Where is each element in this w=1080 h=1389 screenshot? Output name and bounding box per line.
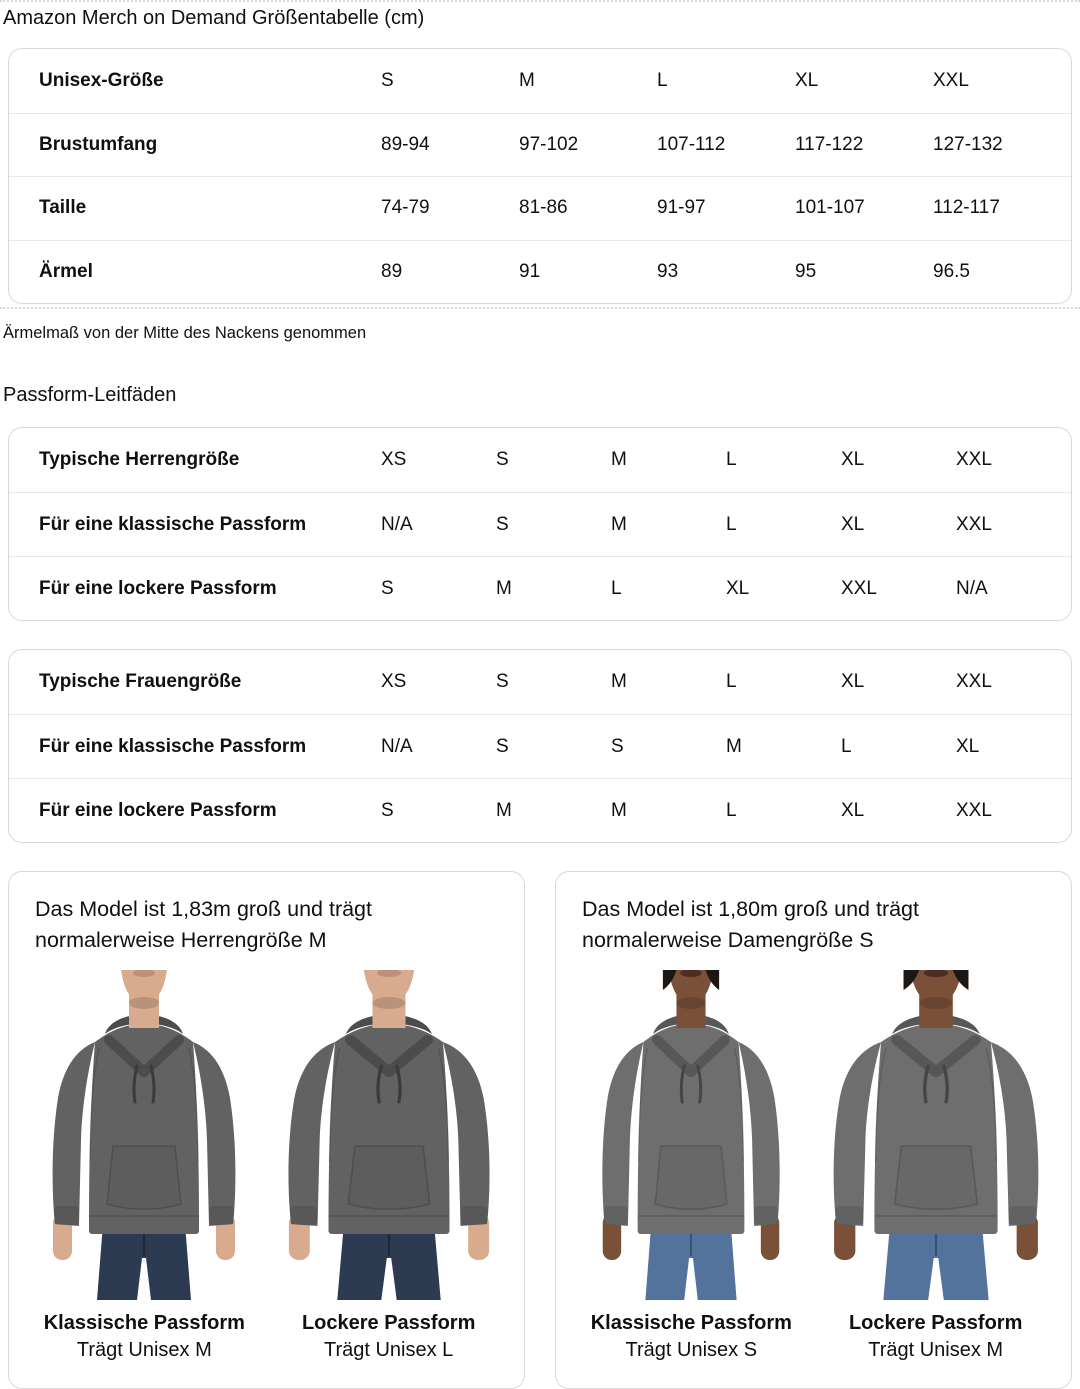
photo-caption bbox=[302, 1310, 475, 1364]
size-value-cell: S bbox=[611, 735, 624, 757]
size-value-cell: XL bbox=[841, 449, 865, 470]
size-value-cell: S bbox=[496, 513, 509, 535]
size-col-header: XL bbox=[795, 69, 819, 91]
size-value-cell: M bbox=[496, 577, 512, 599]
top-divider bbox=[0, 0, 1080, 2]
size-col-header: L bbox=[657, 69, 668, 91]
fit-size-label: Trägt Unisex S bbox=[625, 1339, 758, 1361]
size-value-cell: 96.5 bbox=[933, 260, 970, 282]
fit-size-label: Trägt Unisex M bbox=[868, 1339, 1004, 1361]
size-value-cell: L bbox=[726, 449, 737, 470]
size-value-cell: L bbox=[726, 513, 737, 535]
size-value-cell: 91 bbox=[519, 260, 541, 282]
size-value-cell: XXL bbox=[956, 671, 992, 692]
size-value-cell: L bbox=[726, 671, 737, 692]
size-value-cell: S bbox=[381, 799, 394, 821]
size-value-cell: 95 bbox=[795, 260, 817, 282]
size-value-cell: L bbox=[726, 799, 737, 821]
size-value-cell: XXL bbox=[956, 449, 992, 470]
size-value-cell: S bbox=[496, 449, 509, 470]
size-value-cell: 89 bbox=[381, 260, 403, 282]
size-value-cell: L bbox=[841, 735, 852, 757]
womens-fit-table bbox=[8, 649, 1072, 843]
size-value-cell: M bbox=[611, 671, 627, 692]
table-row bbox=[9, 113, 1071, 177]
size-value-cell: XS bbox=[381, 671, 407, 692]
size-value-cell: M bbox=[611, 449, 627, 470]
row-label: Für eine klassische Passform bbox=[39, 735, 307, 757]
size-value-cell: XS bbox=[381, 449, 407, 470]
size-value-cell: XXL bbox=[841, 577, 877, 599]
fit-size-label: Trägt Unisex L bbox=[323, 1339, 454, 1361]
table-row bbox=[9, 650, 1071, 714]
fit-guides-section-title: Passform-Leitfäden bbox=[3, 384, 177, 406]
table-row bbox=[9, 240, 1071, 304]
size-value-cell: 93 bbox=[657, 260, 679, 282]
size-value-cell: XXL bbox=[956, 799, 992, 821]
model-photo-classic bbox=[31, 970, 257, 1364]
size-value-cell: 81-86 bbox=[519, 197, 568, 219]
size-value-cell: M bbox=[496, 799, 512, 821]
size-value-cell: N/A bbox=[381, 513, 413, 535]
hoodie-model-illustration bbox=[591, 970, 791, 1300]
table-row bbox=[9, 556, 1071, 620]
size-value-cell: 117-122 bbox=[795, 133, 864, 155]
size-value-cell: M bbox=[611, 513, 627, 535]
size-value-cell: M bbox=[726, 735, 742, 757]
row-label: Ärmel bbox=[39, 260, 93, 282]
row-label: Brustumfang bbox=[39, 133, 158, 155]
size-value-cell: 101-107 bbox=[795, 197, 865, 219]
fit-name-label: Klassische Passform bbox=[590, 1312, 792, 1334]
size-value-cell: 89-94 bbox=[381, 133, 430, 155]
size-value-cell: S bbox=[496, 735, 509, 757]
size-value-cell: XL bbox=[841, 513, 865, 535]
size-col-header: S bbox=[381, 69, 394, 91]
row-label: Unisex-Größe bbox=[39, 69, 164, 91]
size-value-cell: XL bbox=[956, 735, 980, 757]
size-value-cell: XL bbox=[726, 577, 750, 599]
table-row bbox=[9, 492, 1071, 556]
hoodie-model-illustration bbox=[41, 970, 247, 1300]
model-photos bbox=[9, 970, 524, 1364]
model-photos bbox=[556, 970, 1071, 1364]
row-label: Für eine lockere Passform bbox=[39, 799, 277, 821]
size-value-cell: XL bbox=[841, 671, 865, 692]
photo-caption bbox=[591, 1310, 792, 1364]
size-value-cell: S bbox=[496, 671, 509, 692]
row-label: Taille bbox=[39, 197, 87, 219]
size-value-cell: 91-97 bbox=[657, 197, 706, 219]
mens-fit-table bbox=[8, 427, 1072, 621]
model-photo-classic bbox=[578, 970, 804, 1364]
fit-name-label: Klassische Passform bbox=[43, 1312, 245, 1334]
table-row bbox=[9, 778, 1071, 842]
size-value-cell: S bbox=[381, 577, 394, 599]
hoodie-model-illustration bbox=[275, 970, 502, 1300]
row-label: Typische Frauengröße bbox=[39, 671, 242, 692]
size-col-header: M bbox=[519, 69, 535, 91]
photo-caption bbox=[849, 1310, 1022, 1364]
size-value-cell: 107-112 bbox=[657, 133, 726, 155]
size-value-cell: 97-102 bbox=[519, 133, 579, 155]
table-row bbox=[9, 714, 1071, 778]
fit-size-label: Trägt Unisex M bbox=[76, 1339, 212, 1361]
model-photo-loose bbox=[276, 970, 502, 1364]
row-label: Für eine lockere Passform bbox=[39, 577, 277, 599]
hoodie-model-illustration bbox=[820, 970, 1051, 1300]
row-label: Typische Herrengröße bbox=[39, 449, 240, 470]
size-value-cell: M bbox=[611, 799, 627, 821]
row-label: Für eine klassische Passform bbox=[39, 513, 307, 535]
size-value-cell: N/A bbox=[956, 577, 988, 599]
size-value-cell: 74-79 bbox=[381, 197, 430, 219]
table-row bbox=[9, 428, 1071, 492]
sleeve-measurement-footnote: Ärmelmaß von der Mitte des Nackens genommen bbox=[3, 324, 367, 342]
womens-model-card bbox=[555, 871, 1072, 1389]
size-value-cell: L bbox=[611, 577, 622, 599]
photo-caption bbox=[44, 1310, 245, 1364]
size-value-cell: N/A bbox=[381, 735, 413, 757]
size-value-cell: XL bbox=[841, 799, 865, 821]
size-col-header: XXL bbox=[933, 69, 969, 91]
unisex-size-table bbox=[8, 48, 1072, 304]
model-description: Das Model ist 1,83m groß und trägt normalerweise Herrengröße M bbox=[35, 897, 372, 952]
model-description: Das Model ist 1,80m groß und trägt normalerweise Damengröße S bbox=[582, 897, 919, 952]
fit-name-label: Lockere Passform bbox=[301, 1312, 476, 1334]
table-row bbox=[9, 176, 1071, 240]
page-title: Amazon Merch on Demand Größentabelle (cm) bbox=[3, 7, 425, 29]
table-bottom-divider bbox=[0, 307, 1080, 309]
size-value-cell: XXL bbox=[956, 513, 992, 535]
size-value-cell: 127-132 bbox=[933, 133, 1003, 155]
model-cards-row bbox=[8, 871, 1072, 1389]
mens-model-card bbox=[8, 871, 525, 1389]
model-photo-loose bbox=[823, 970, 1049, 1364]
size-value-cell: 112-117 bbox=[933, 197, 1000, 219]
fit-name-label: Lockere Passform bbox=[848, 1312, 1023, 1334]
table-header-row bbox=[9, 49, 1071, 113]
